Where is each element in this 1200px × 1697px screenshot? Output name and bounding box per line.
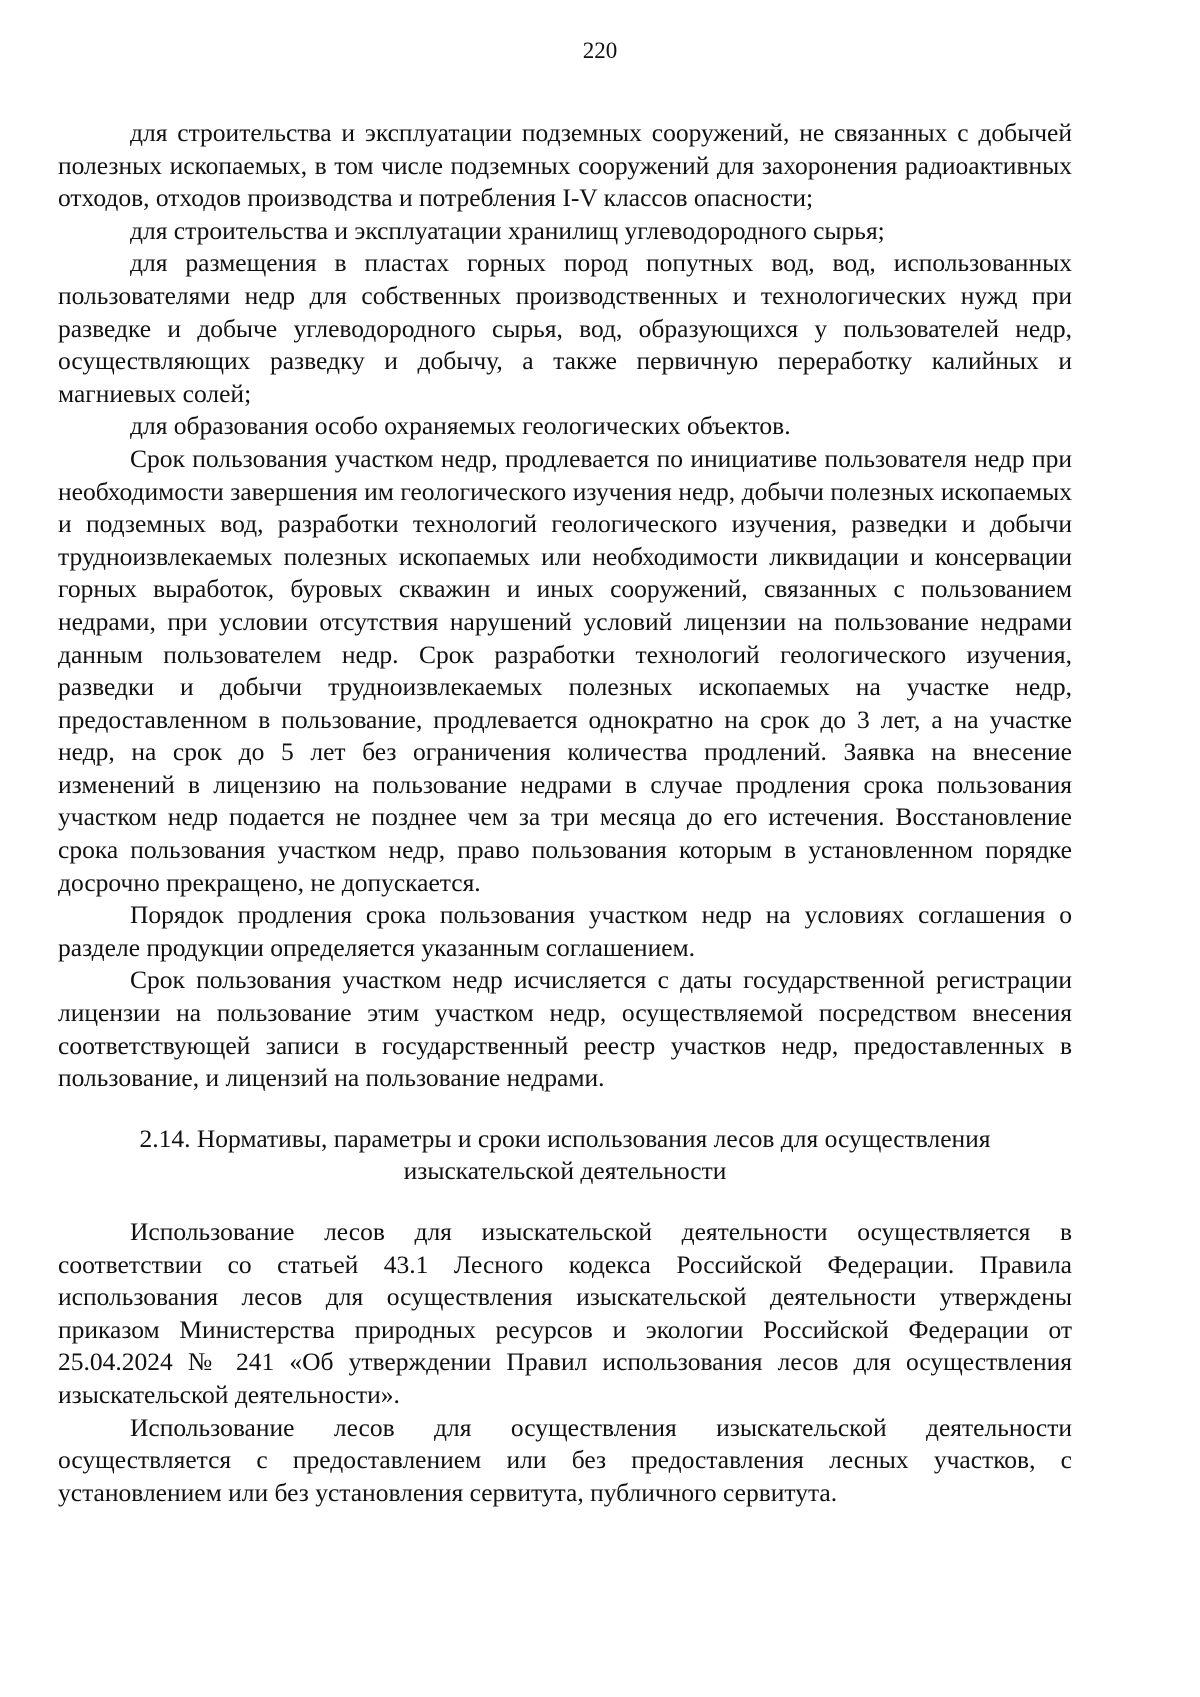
paragraph-survey-forest-use: Использование лесов для изыскательской деятельности осуществляется в соответствии со статьей 43.1 Лесного кодекса Российской Федерации. Правила использования лесов для осуществления изыскательской деятельности утверждены приказом Министерства природных ресурсов и экологии Российской Федерации от 25.04.2024 № 241 «Об утверждении Правил использования лесов для осуществления изыскательской деятельности». — [58, 1217, 1072, 1409]
document-body — [58, 117, 1072, 1509]
section-heading-line-1: 2.14. Нормативы, параметры и сроки использования лесов для осуществления — [139, 1123, 991, 1153]
paragraph-geological-objects: для образования особо охраняемых геологических объектов. — [130, 411, 791, 441]
section-heading — [58, 1123, 1072, 1188]
paragraph-term-calculation: Срок пользования участком недр исчисляется с даты государственной регистрации лицензии на пользование этим участком недр, осуществляемой посредством внесения соответствующей записи в государственный реестр участков недр, предоставленных в пользование, и лицензий на пользование недрами. — [58, 965, 1072, 1093]
paragraph-water-placement: для размещения в пластах горных пород попутных вод, вод, использованных пользователями недр для собственных производственных и технологических нужд при разведке и добыче углеводородного сырья, вод, образующихся у пользователей недр, осуществляющих разведку и добычу, а также первичную переработку калийных и магниевых солей; — [58, 248, 1072, 408]
paragraph-term-extension: Срок пользования участком недр, продлевается по инициативе пользователя недр при необходимости завершения им геологического изучения недр, добычи полезных ископаемых и подземных вод, разработки технологий геологического изучения, разведки и добычи трудноизвлекаемых полезных ископаемых или необходимости ликвидации и консервации горных выработок, буровых скважин и иных сооружений, связанных с пользованием недрами, при условии отсутствия нарушений условий лицензии на пользование недрами данным пользователем недр. Срок разработки технологий геологического изучения, разведки и добычи трудноизвлекаемых полезных ископаемых на участке недр, предоставленном в пользование, продлевается однократно на срок до 3 лет, а на участке недр, на срок до 5 лет без ограничения количества продлений. Заявка на внесение изменений в лицензию на пользование недрами в случае продления срока пользования участком недр подается не позднее чем за три месяца до его истечения. Восстановление срока пользования участком недр, право пользования которым в установленном порядке досрочно прекращено, не допускается. — [58, 443, 1072, 897]
paragraph-production-sharing: Порядок продления срока пользования участком недр на условиях соглашения о разделе продукции определяется указанным соглашением. — [58, 900, 1072, 962]
page-number: 220 — [582, 38, 618, 63]
paragraph-survey-forest-plots: Использование лесов для осуществления изыскательской деятельности осуществляется с предоставлением или без предоставления лесных участков, с установлением или без установления сервитута, публичного сервитута. — [58, 1412, 1072, 1507]
paragraph-underground-structures: для строительства и эксплуатации подземных сооружений, не связанных с добычей полезных ископаемых, в том числе подземных сооружений для захоронения радиоактивных отходов, отходов производства и потребления I-V классов опасности; — [58, 118, 1072, 213]
paragraph-hydrocarbon-storage: для строительства и эксплуатации хранилищ углеводородного сырья; — [130, 215, 885, 245]
section-heading-line-2: изыскательской деятельности — [403, 1156, 727, 1186]
